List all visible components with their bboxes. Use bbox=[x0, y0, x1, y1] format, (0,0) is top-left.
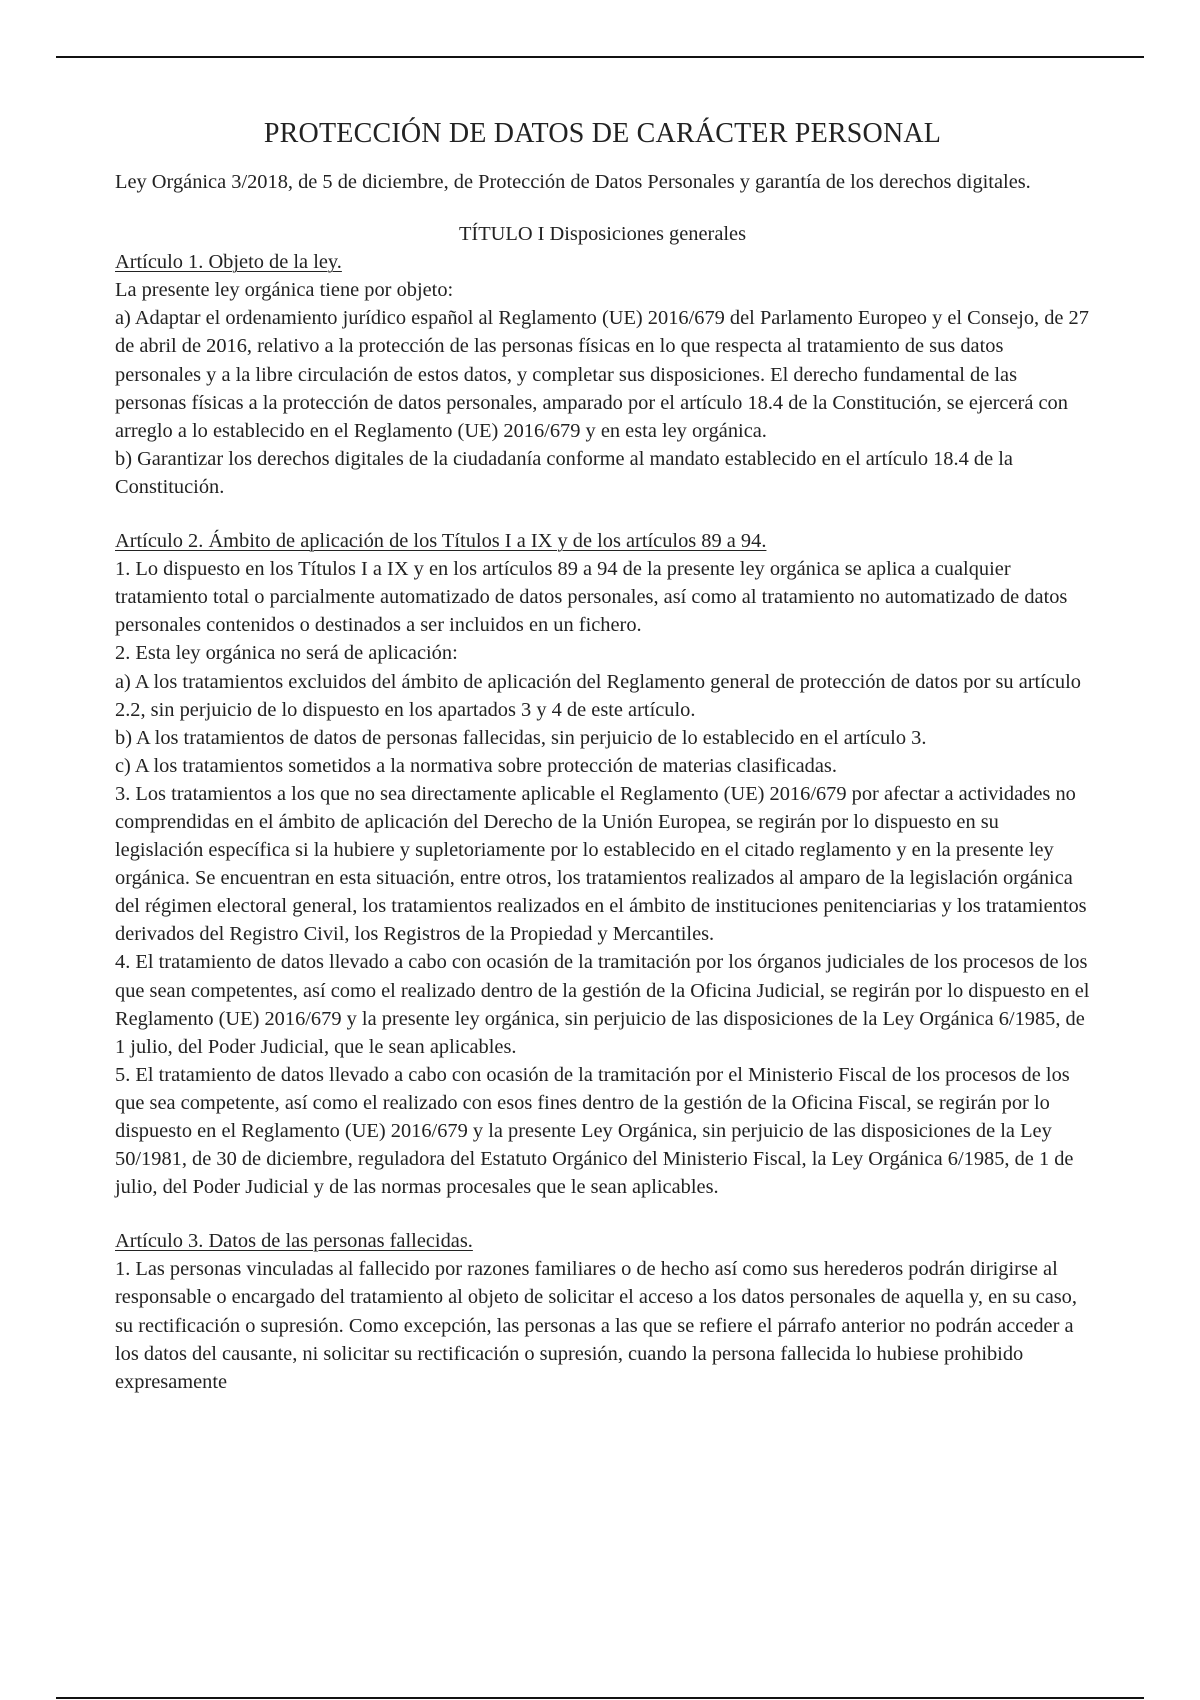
article-2-paragraph-5: 5. El tratamiento de datos llevado a cabo con ocasión de la tramitación por el Ministerio Fiscal de los procesos de los que sea competente, así como el realizado con esos fines dentro de la gestión de la Oficina Fiscal, se regirán por lo dispuesto en el Reglamento (UE) 2016/679 y la presente Ley Orgánica, sin perjuicio de las disposiciones de la Ley 50/1981, de 30 de diciembre, reguladora del Estatuto Orgánico del Ministerio Fiscal, la Ley Orgánica 6/1985, de 1 de julio, del Poder Judicial y de las normas procesales que le sean aplicables. bbox=[115, 1063, 1074, 1199]
article-2-paragraph-1: 1. Lo dispuesto en los Títulos I a IX y en los artículos 89 a 94 de la presente ley orgánica se aplica a cualquier tratamiento total o parcialmente automatizado de datos personales, así como al tratamiento no automatizado de datos personales contenidos o destinados a ser incluidos en un fichero. bbox=[115, 558, 1068, 637]
article-1-heading: Artículo 1. Objeto de la ley. bbox=[115, 251, 342, 274]
article-3-paragraph-1: 1. Las personas vinculadas al fallecido por razones familiares o de hecho así como sus herederos podrán dirigirse al responsable o encargado del tratamiento al objeto de solicitar el acceso a los datos personales de aquella y, en su caso, su rectificación o supresión. Como excepción, las personas a las que se refiere el párrafo anterior no podrán acceder a los datos del causante, ni solicitar su rectificación o supresión, cuando la persona fallecida lo hubiese prohibido expresamente bbox=[115, 1258, 1077, 1393]
article-2 bbox=[115, 527, 1090, 1201]
article-2-item-c: c) A los tratamientos sometidos a la normativa sobre protección de materias clasificadas. bbox=[115, 754, 837, 777]
spacer bbox=[115, 501, 1090, 527]
article-1-item-b: b) Garantizar los derechos digitales de la ciudadanía conforme al mandato establecido en el artículo 18.4 de la Constitución. bbox=[115, 447, 1013, 498]
article-2-paragraph-4: 4. El tratamiento de datos llevado a cabo con ocasión de la tramitación por los órganos judiciales de los procesos de los que sean competentes, así como el realizado dentro de la gestión de la Oficina Judicial, se regirán por lo dispuesto en el Reglamento (UE) 2016/679 y la presente ley orgánica, sin perjuicio de las disposiciones de la Ley Orgánica 6/1985, de 1 julio, del Poder Judicial, que le sean aplicables. bbox=[115, 951, 1090, 1058]
top-rule bbox=[56, 56, 1144, 58]
document-page bbox=[115, 100, 1090, 1396]
titulo-heading: TÍTULO I Disposiciones generales bbox=[458, 223, 747, 246]
article-2-paragraph-2: 2. Esta ley orgánica no será de aplicación: bbox=[115, 642, 458, 665]
bottom-rule bbox=[56, 1697, 1144, 1699]
spacer bbox=[115, 1201, 1090, 1227]
article-1-intro: La presente ley orgánica tiene por objeto: bbox=[115, 279, 454, 302]
article-1 bbox=[115, 248, 1090, 501]
document-title: PROTECCIÓN DE DATOS DE CARÁCTER PERSONAL bbox=[263, 118, 942, 149]
law-reference: Ley Orgánica 3/2018, de 5 de diciembre, de Protección de Datos Personales y garantía de los derechos digitales. bbox=[115, 171, 1031, 193]
article-2-paragraph-3: 3. Los tratamientos a los que no sea directamente aplicable el Reglamento (UE) 2016/679 por afectar a actividades no comprendidas en el ámbito de aplicación del Derecho de la Unión Europea, se regirán por lo dispuesto en su legislación específica si la hubiere y supletoriamente por lo establecido en el citado reglamento y en la presente ley orgánica. Se encuentran en esta situación, entre otros, los tratamientos realizados al amparo de la legislación orgánica del régimen electoral general, los tratamientos realizados en el ámbito de instituciones penitenciarias y los tratamientos derivados del Registro Civil, los Registros de la Propiedad y Mercantiles. bbox=[115, 782, 1087, 946]
article-3 bbox=[115, 1227, 1090, 1396]
article-1-item-a: a) Adaptar el ordenamiento jurídico español al Reglamento (UE) 2016/679 del Parlamento Europeo y el Consejo, de 27 de abril de 2016, relativo a la protección de las personas físicas en lo que respecta al tratamiento de sus datos personales y a la libre circulación de estos datos, y completar sus disposiciones. El derecho fundamental de las personas físicas a la protección de datos personales, amparado por el artículo 18.4 de la Constitución, se ejercerá con arreglo a lo establecido en el Reglamento (UE) 2016/679 y en esta ley orgánica. bbox=[115, 307, 1089, 442]
article-2-item-b: b) A los tratamientos de datos de personas fallecidas, sin perjuicio de lo establecido en el artículo 3. bbox=[115, 726, 927, 749]
article-3-heading: Artículo 3. Datos de las personas fallecidas. bbox=[115, 1230, 473, 1253]
article-2-item-a: a) A los tratamientos excluidos del ámbito de aplicación del Reglamento general de protección de datos por su artículo 2.2, sin perjuicio de lo dispuesto en los apartados 3 y 4 de este artículo. bbox=[115, 670, 1081, 721]
article-2-heading: Artículo 2. Ámbito de aplicación de los Títulos I a IX y de los artículos 89 a 94. bbox=[115, 530, 767, 553]
